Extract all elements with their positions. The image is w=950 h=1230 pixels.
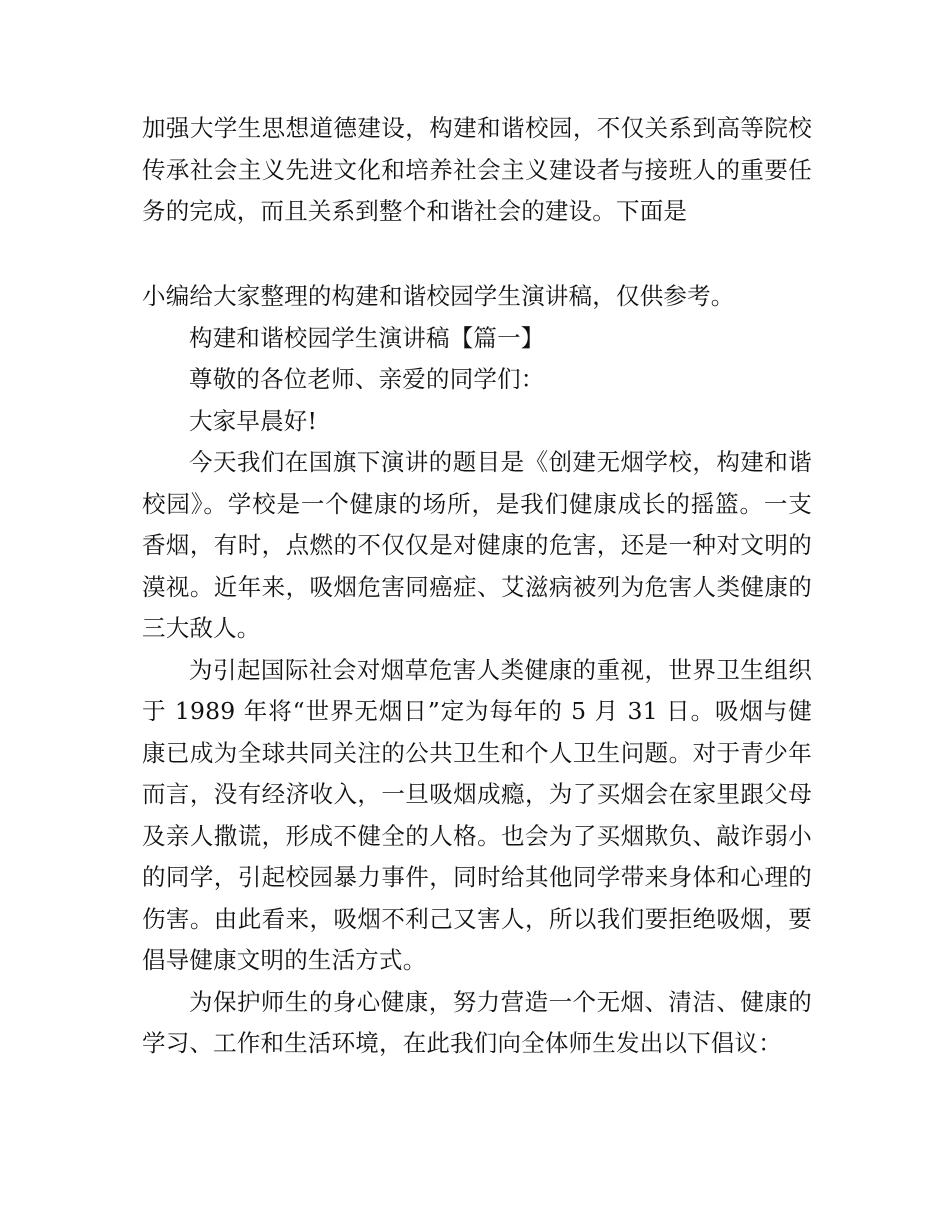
section-title: 构建和谐校园学生演讲稿【篇一】 (189, 323, 545, 352)
greeting-line: 尊敬的各位老师、亲爱的同学们： (189, 365, 545, 393)
speech-body (142, 276, 812, 1065)
intro-block (142, 108, 812, 233)
paragraph-health: 为引起国际社会对烟草危害人类健康的重视，世界卫生组织于 1989 年将“世界无烟日”定为每年的 5 月 31 日。吸烟与健康已成为全球共同关注的公共卫生和个人卫生问题。对于青少年而言，没有经济收入，一旦吸烟成瘾，为了买烟会在家里跟父母及亲人撒谎，形成不健全的人格。也会为了买烟欺负、敲诈弱小的同学，引起校园暴力事件，同时给其他同学带来身体和心理的伤害。由此看来，吸烟不利己又害人，所以我们要拒绝吸烟，要倡导健康文明的生活方式。 (142, 655, 812, 974)
paragraph-initiative: 为保护师生的身心健康，努力营造一个无烟、清洁、健康的学习、工作和生活环境，在此我们向全体师生发出以下倡议： (142, 987, 812, 1057)
intro-paragraph: 加强大学生思想道德建设，构建和谐校园，不仅关系到高等院校传承社会主义先进文化和培养社会主义建设者与接班人的重要任务的完成，而且关系到整个和谐社会的建设。下面是 (142, 114, 812, 225)
intro-continuation: 小编给大家整理的构建和谐校园学生演讲稿，仅供参考。 (142, 282, 735, 310)
paragraph-theme: 今天我们在国旗下演讲的题目是《创建无烟学校，构建和谐校园》。学校是一个健康的场所，是我们健康成长的摇篮。一支香烟，有时，点燃的不仅仅是对健康的危害，还是一种对文明的漠视。近年来，吸烟危害同癌症、艾滋病被列为危害人类健康的三大敌人。 (142, 448, 812, 642)
morning-greeting: 大家早晨好! (189, 406, 318, 435)
